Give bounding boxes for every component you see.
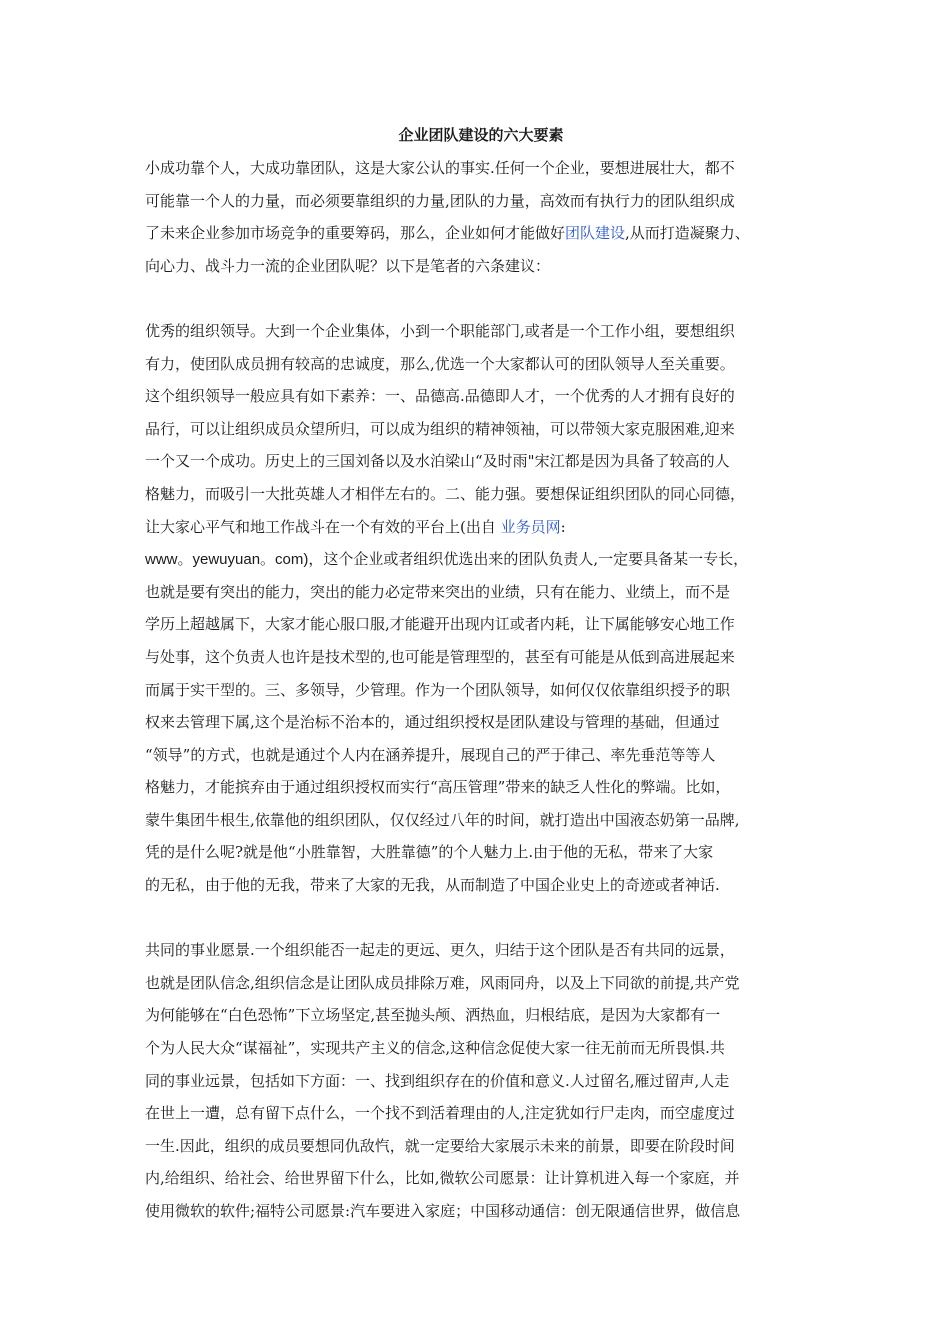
text-line: 个为人民大众“谋福祉”，实现共产主义的信念,这种信念促使大家一往无前而无所畏惧.共 bbox=[145, 1039, 725, 1058]
text-line: 与处事，这个负责人也许是技术型的,也可能是管理型的，甚至有可能是从低到高进展起来 bbox=[145, 647, 735, 666]
leadership-paragraph bbox=[145, 315, 817, 902]
text-line: 也就是要有突出的能力，突出的能力必定带来突出的业绩，只有在能力、业绩上，而不是 bbox=[145, 582, 731, 601]
text-line: 小成功靠个人，大成功靠团队，这是大家公认的事实.任何一个企业，要想进展壮大，都不 bbox=[145, 159, 735, 177]
text-line: 同的事业远景，包括如下方面：一、找到组织存在的价值和意义.人过留名,雁过留声,人走 bbox=[145, 1071, 730, 1090]
text-segment: ，这个企业或者组织优选出来的团队负责人,一定要具备某一专长， bbox=[308, 550, 749, 569]
website-address: www。yewuyuan。com) bbox=[145, 551, 309, 569]
vision-paragraph bbox=[145, 934, 817, 1227]
team-building-link[interactable]: 团队建设 bbox=[565, 224, 626, 243]
text-line: 权来去管理下属,这个是治标不治本的，通过组织授权是团队建设与管理的基础，但通过 bbox=[145, 713, 720, 732]
text-segment: : bbox=[560, 517, 566, 536]
text-line: 也就是团队信念,组织信念是让团队成员排除万难，风雨同舟，以及上下同欲的前提,共产党 bbox=[145, 973, 740, 992]
text-line: 内,给组织、给社会、给世界留下什么，比如,微软公司愿景：让计算机进入每一个家庭，并 bbox=[145, 1169, 740, 1188]
text-line: 使用微软的软件;福特公司愿景:汽车要进入家庭；中国移动通信：创无限通信世界，做信息 bbox=[145, 1202, 741, 1220]
document-page bbox=[145, 118, 817, 1228]
text-segment: ,从而打造凝聚力、 bbox=[625, 224, 750, 243]
text-line: 而属于实干型的。三、多领导，少管理。作为一个团队领导，如何仅仅依靠组织授予的职 bbox=[145, 680, 731, 699]
text-line: 优秀的组织领导。大到一个企业集体，小到一个职能部门,或者是一个工作小组，要想组织 bbox=[145, 321, 735, 340]
text-line: 的无私，由于他的无我，带来了大家的无我，从而制造了中国企业史上的奇迹或者神话. bbox=[145, 876, 720, 895]
text-line: 为何能够在“白色恐怖”下立场坚定,甚至抛头颅、洒热血，归根结底，是因为大家都有一 bbox=[145, 1006, 721, 1025]
text-line: 格魅力，才能摈弃由于通过组织授权而实行“高压管理”带来的缺乏人性化的弊端。比如， bbox=[145, 778, 731, 797]
text-line: 凭的是什么呢?就是他“小胜靠智，大胜靠德”的个人魅力上.由于他的无私，带来了大家 bbox=[145, 843, 714, 862]
text-line: 向心力、战斗力一流的企业团队呢？以下是笔者的六条建议： bbox=[145, 256, 551, 275]
text-line: 这个组织领导一般应具有如下素养：一、品德高.品德即人才，一个优秀的人才拥有良好的 bbox=[145, 387, 735, 406]
text-line: 有力，使团队成员拥有较高的忠诚度，那么,优选一个大家都认可的团队领导人至关重要。 bbox=[145, 354, 735, 373]
salesman-site-link[interactable]: 业务员网 bbox=[500, 517, 561, 536]
text-segment: 让大家心平气和地工作战斗在一个有效的平台上(出自 bbox=[145, 517, 501, 536]
text-line: 蒙牛集团牛根生,依靠他的组织团队，仅仅经过八年的时间，就打造出中国液态奶第一品牌, bbox=[145, 810, 740, 829]
paragraph-gap bbox=[145, 902, 817, 935]
text-line: 一个又一个成功。历史上的三国刘备以及水泊梁山“及时雨"宋江都是因为具备了较高的人 bbox=[145, 452, 730, 471]
text-line: 一生.因此，组织的成员要想同仇敌忾，就一定要给大家展示未来的前景，即要在阶段时间 bbox=[145, 1136, 735, 1155]
text-line bbox=[145, 511, 817, 544]
intro-paragraph bbox=[145, 152, 817, 282]
document-title: 企业团队建设的六大要素 bbox=[398, 126, 564, 144]
text-line: 学历上超越属下，大家才能心服口服,才能避开出现内讧或者内耗，让下属能够安心地工作 bbox=[145, 615, 735, 634]
text-line: 格魅力，而吸引一大批英雄人才相伴左右的。二、能力强。要想保证组织团队的同心同德， bbox=[145, 484, 746, 503]
text-line: 共同的事业愿景.一个组织能否一起走的更远、更久，归结于这个团队是否有共同的远景， bbox=[145, 941, 735, 960]
paragraph-gap bbox=[145, 282, 817, 315]
text-line: “领导”的方式，也就是通过个人内在涵养提升，展现自己的严于律己、率先垂范等等人 bbox=[145, 745, 716, 764]
text-line bbox=[145, 543, 817, 576]
text-line: 在世上一遭，总有留下点什么，一个找不到活着理由的人,注定犹如行尸走肉，而空虚度过 bbox=[145, 1104, 735, 1123]
text-line: 可能靠一个人的力量，而必须要靠组织的力量,团队的力量，高效而有执行力的团队组织成 bbox=[145, 191, 735, 210]
text-segment: 了未来企业参加市场竞争的重要筹码，那么，企业如何才能做好 bbox=[145, 224, 566, 243]
text-line: 品行，可以让组织成员众望所归，可以成为组织的精神领袖，可以带领大家克服困难,迎来 bbox=[145, 419, 735, 438]
text-line bbox=[145, 217, 817, 250]
